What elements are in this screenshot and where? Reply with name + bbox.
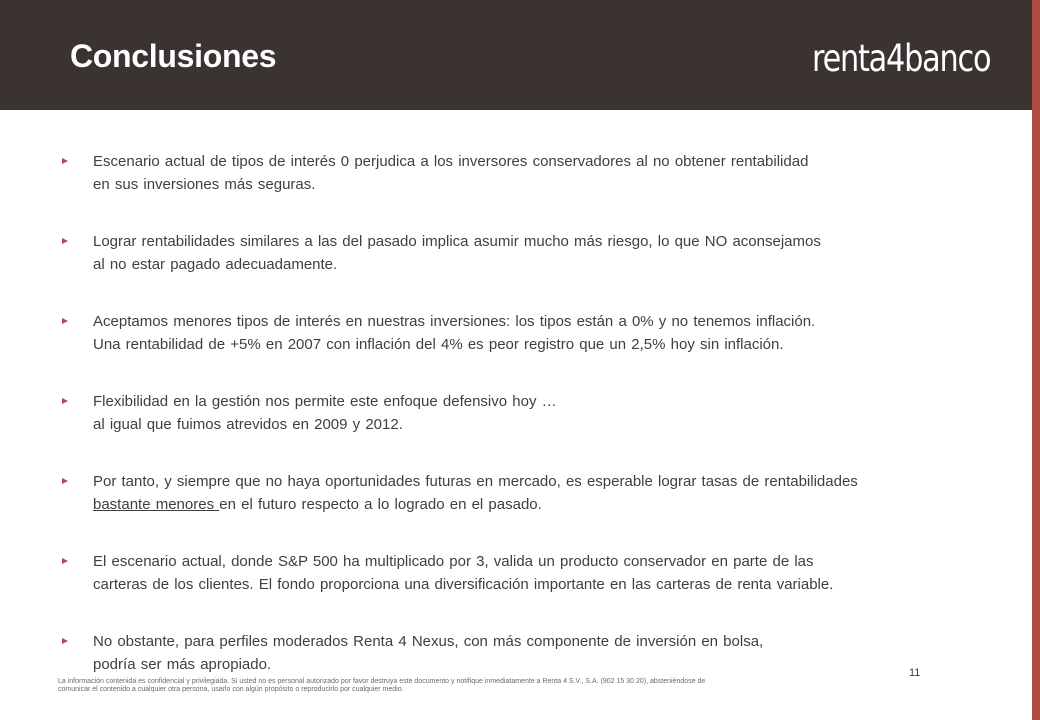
list-item bbox=[62, 630, 982, 676]
bullet-text-line: podría ser más apropiado. bbox=[93, 656, 272, 673]
page-title: Conclusiones bbox=[70, 38, 277, 74]
list-item bbox=[62, 230, 982, 276]
underlined-emphasis: bastante menores bbox=[93, 496, 220, 513]
triangle-bullet-icon bbox=[62, 478, 68, 484]
list-item bbox=[62, 470, 982, 516]
bullet-text-line: No obstante, para perfiles moderados Renta 4 Nexus, con más componente de inversión en bolsa, bbox=[93, 633, 764, 650]
conclusions-list bbox=[62, 150, 982, 710]
triangle-bullet-icon bbox=[62, 158, 68, 164]
list-item bbox=[62, 390, 982, 436]
bullet-text-line: Aceptamos menores tipos de interés en nuestras inversiones: los tipos están a 0% y no tenemos inflación. bbox=[93, 313, 816, 330]
header-bar bbox=[0, 0, 1032, 110]
triangle-bullet-icon bbox=[62, 238, 68, 244]
triangle-bullet-icon bbox=[62, 638, 68, 644]
bullet-text-rest: en el futuro respecto a lo logrado en el pasado. bbox=[219, 496, 542, 513]
bullet-text-line: carteras de los clientes. El fondo proporciona una diversificación importante en las carteras de renta variable. bbox=[93, 576, 834, 593]
list-item bbox=[62, 550, 982, 596]
disclaimer-line: La información contenida es confidencial y privilegiada. Si usted no es personal autorizado por favor destruya este documento y notifique inmediatamente a Renta 4 S.V., S.A. (902 15 30 20), absteniéndose de bbox=[58, 678, 706, 685]
bullet-text-line bbox=[93, 493, 982, 516]
bullet-text-line: al no estar pagado adecuadamente. bbox=[93, 256, 338, 273]
list-item bbox=[62, 150, 982, 196]
bullet-text-line: Por tanto, y siempre que no haya oportunidades futuras en mercado, es esperable lograr tasas de rentabilidades bbox=[93, 473, 858, 490]
triangle-bullet-icon bbox=[62, 398, 68, 404]
bullet-text-line: al igual que fuimos atrevidos en 2009 y 2012. bbox=[93, 416, 403, 433]
list-item bbox=[62, 310, 982, 356]
confidentiality-disclaimer bbox=[58, 678, 818, 694]
bullet-text-line: El escenario actual, donde S&P 500 ha multiplicado por 3, valida un producto conservador en parte de las bbox=[93, 553, 814, 570]
bullet-text-line: Una rentabilidad de +5% en 2007 con inflación del 4% es peor registro que un 2,5% hoy sin inflación. bbox=[93, 336, 784, 353]
triangle-bullet-icon bbox=[62, 558, 68, 564]
bullet-text-line: Lograr rentabilidades similares a las del pasado implica asumir mucho más riesgo, lo que NO aconsejamos bbox=[93, 233, 821, 250]
triangle-bullet-icon bbox=[62, 318, 68, 324]
bullet-text-line: en sus inversiones más seguras. bbox=[93, 176, 316, 193]
renta4banco-logo: renta4banco bbox=[812, 37, 991, 80]
accent-side-bar bbox=[1032, 0, 1040, 720]
page-number: 11 bbox=[909, 667, 921, 679]
bullet-text-line: Escenario actual de tipos de interés 0 perjudica a los inversores conservadores al no obtener rentabilidad bbox=[93, 153, 809, 170]
bullet-text-line: Flexibilidad en la gestión nos permite este enfoque defensivo hoy … bbox=[93, 393, 557, 410]
disclaimer-line: comunicar el contenido a cualquier otra persona, usarlo con algún propósito o reproducirlo por cualquier medio. bbox=[58, 686, 404, 693]
